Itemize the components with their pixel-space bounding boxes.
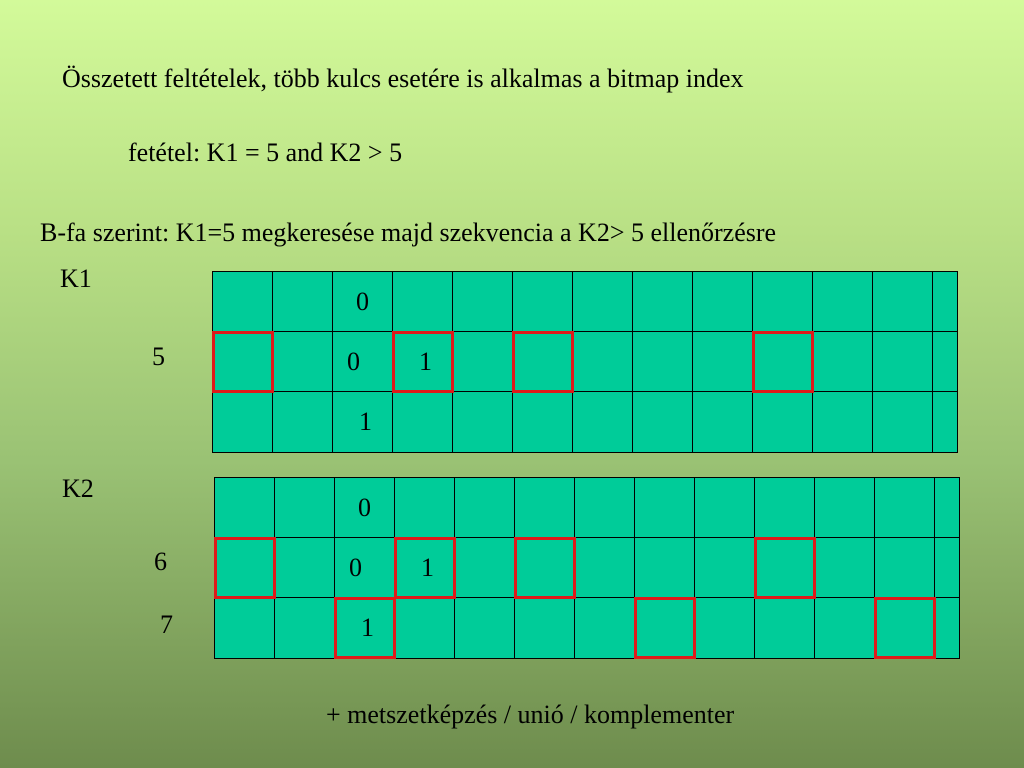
k1-cell-r2-c2 [333, 392, 393, 452]
k1-cell-r1-c7 [633, 332, 693, 392]
k1-cell-r1-c12 [933, 332, 957, 392]
k1-highlighted-cell-r1-c0 [213, 332, 273, 392]
k2-cell-r2-c1 [275, 598, 335, 658]
k1-highlighted-cell-r1-c3 [393, 332, 453, 392]
k2-bit-value: 1 [361, 613, 374, 642]
k2-cell-r0-c4 [455, 478, 515, 538]
k1-cell-r0-c6 [573, 272, 633, 332]
k1-cell-r0-c11 [873, 272, 933, 332]
k1-cell-r2-c10 [813, 392, 873, 452]
k1-highlighted-cell-r1-c5 [513, 332, 573, 392]
k2-bit-value: 1 [421, 552, 434, 582]
k2-cell-r2-c9 [755, 598, 815, 658]
k2-highlighted-cell-r1-c5 [515, 538, 575, 598]
k2-cell-r1-c10 [815, 538, 875, 598]
k1-cell-r2-c1 [273, 392, 333, 452]
k2-cell-r0-c0 [215, 478, 275, 538]
k1-cell-r1-c11 [873, 332, 933, 392]
k2-cell-r0-c3 [395, 478, 455, 538]
k1-cell-r0-c7 [633, 272, 693, 332]
k2-cell-r0-c1 [275, 478, 335, 538]
footer-line: + metszetképzés / unió / komplementer [326, 700, 735, 729]
k1-cell-r2-c7 [633, 392, 693, 452]
k1-label: K1 [60, 264, 92, 293]
k2-cell-r1-c1 [275, 538, 335, 598]
k1-cell-r0-c8 [693, 272, 753, 332]
k2-cell-r1-c7 [635, 538, 695, 598]
k2-cell-r2-c12 [935, 598, 959, 658]
k2-cell-r2-c0 [215, 598, 275, 658]
k2-cell-r1-c8 [695, 538, 755, 598]
k1-cell-r0-c0 [213, 272, 273, 332]
k2-cell-r1-c11 [875, 538, 935, 598]
k2-cell-r1-c12 [935, 538, 959, 598]
k1-cell-r2-c4 [453, 392, 513, 452]
k1-cell-r0-c2 [333, 272, 393, 332]
k1-cell-r0-c10 [813, 272, 873, 332]
k1-cell-r0-c5 [513, 272, 573, 332]
k1-cell-r0-c9 [753, 272, 813, 332]
k1-cell-r0-c12 [933, 272, 957, 332]
title-line: Összetett feltételek, több kulcs esetére is alkalmas a bitmap index [62, 64, 744, 93]
k1-cell-r2-c9 [753, 392, 813, 452]
k1-cell-r2-c5 [513, 392, 573, 452]
k2-highlighted-cell-r2-c11 [875, 598, 935, 658]
k1-cell-r0-c3 [393, 272, 453, 332]
k2-bit-value: 0 [358, 492, 371, 522]
k1-cell-r2-c6 [573, 392, 633, 452]
k2-cell-r1-c6 [575, 538, 635, 598]
condition-line: fetétel: K1 = 5 and K2 > 5 [128, 138, 403, 167]
k2-highlighted-cell-r1-c0 [215, 538, 275, 598]
k2-cell-r0-c5 [515, 478, 575, 538]
k2-row-label-7: 7 [160, 610, 173, 639]
k2-cell-r1-c4 [455, 538, 515, 598]
k1-bit-value: 1 [419, 346, 432, 376]
k2-highlighted-cell-r2-c7 [635, 598, 695, 658]
k1-row-label-5: 5 [152, 342, 165, 371]
k1-cell-r1-c2 [333, 332, 393, 392]
k1-cell-r1-c4 [453, 332, 513, 392]
btree-line: B-fa szerint: K1=5 megkeresése majd szekvencia a K2> 5 ellenőrzésre [40, 218, 777, 247]
k2-bit-value: 0 [349, 552, 362, 582]
k2-bitmap-grid [214, 477, 960, 659]
k1-bit-value: 0 [356, 286, 369, 316]
k1-bit-value: 1 [359, 407, 372, 436]
k1-cell-r2-c12 [933, 392, 957, 452]
k2-cell-r2-c3 [395, 598, 455, 658]
k1-cell-r1-c10 [813, 332, 873, 392]
k2-cell-r0-c7 [635, 478, 695, 538]
k2-cell-r0-c12 [935, 478, 959, 538]
k2-highlighted-cell-r2-c2 [335, 598, 395, 658]
k2-row-label-6: 6 [154, 547, 167, 576]
k1-cell-r2-c3 [393, 392, 453, 452]
k1-cell-r1-c8 [693, 332, 753, 392]
k1-cell-r2-c8 [693, 392, 753, 452]
k2-label: K2 [62, 474, 94, 503]
k2-cell-r1-c2 [335, 538, 395, 598]
k2-cell-r2-c4 [455, 598, 515, 658]
k2-cell-r2-c6 [575, 598, 635, 658]
k1-bit-value: 0 [347, 346, 360, 376]
k1-bitmap-grid [212, 271, 958, 453]
k2-highlighted-cell-r1-c9 [755, 538, 815, 598]
k2-cell-r0-c11 [875, 478, 935, 538]
k2-cell-r2-c10 [815, 598, 875, 658]
k2-cell-r0-c10 [815, 478, 875, 538]
k2-highlighted-cell-r1-c3 [395, 538, 455, 598]
k1-cell-r0-c1 [273, 272, 333, 332]
k2-cell-r2-c8 [695, 598, 755, 658]
k1-highlighted-cell-r1-c9 [753, 332, 813, 392]
k2-cell-r0-c2 [335, 478, 395, 538]
k2-cell-r0-c6 [575, 478, 635, 538]
k1-cell-r1-c1 [273, 332, 333, 392]
k1-cell-r2-c0 [213, 392, 273, 452]
k2-cell-r0-c8 [695, 478, 755, 538]
k2-cell-r2-c5 [515, 598, 575, 658]
k1-cell-r1-c6 [573, 332, 633, 392]
k1-cell-r2-c11 [873, 392, 933, 452]
k1-cell-r0-c4 [453, 272, 513, 332]
k2-cell-r0-c9 [755, 478, 815, 538]
